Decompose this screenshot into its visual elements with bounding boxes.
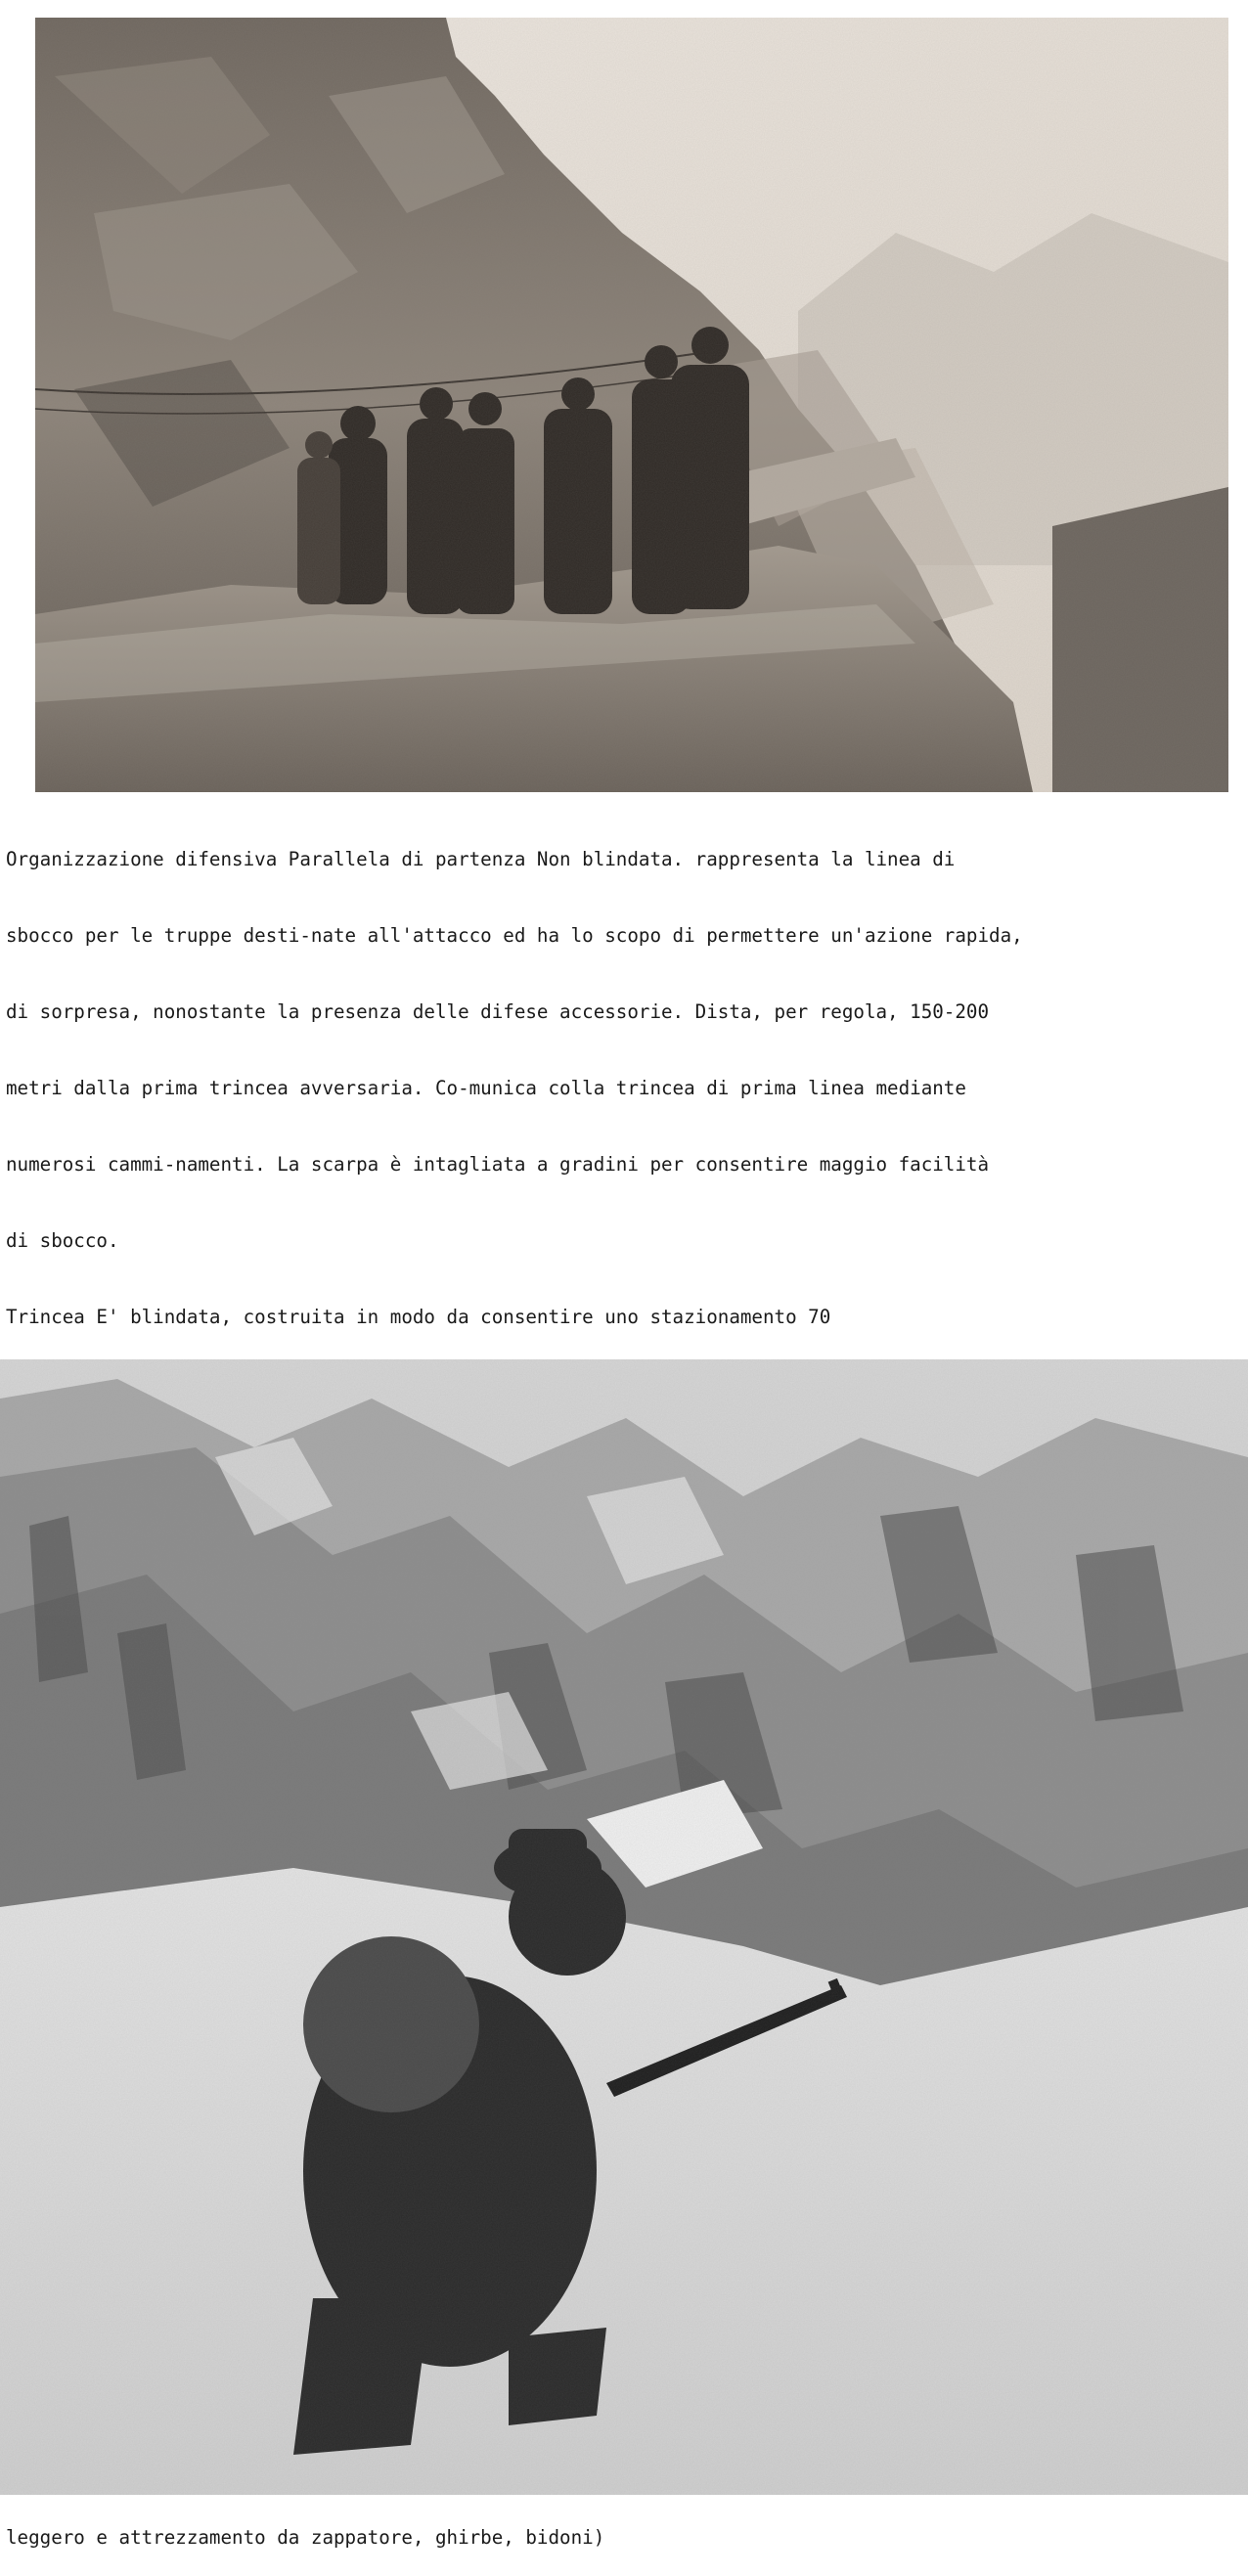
top-photograph — [35, 18, 1228, 792]
soldiers-on-ledge-image — [35, 18, 1228, 792]
soldier-in-snow-image — [0, 1359, 1248, 2495]
text-line: di sorpresa, nonostante la presenza delle difese accessorie. Dista, per regola, 150-200 — [6, 1000, 990, 1023]
text-line: numerosi cammi-namenti. La scarpa è intagliata a gradini per consentire maggio facilità — [6, 1153, 990, 1176]
text-line: leggero e attrezzamento da zappatore, ghirbe, bidoni) — [6, 2526, 605, 2549]
text-line: Trincea E' blindata, costruita in modo da consentire uno stazionamento 70 — [6, 1306, 831, 1328]
text-line: Organizzazione difensiva Parallela di partenza Non blindata. rappresenta la linea di — [6, 848, 956, 870]
text-line: metri dalla prima trincea avversaria. Co-munica colla trincea di prima linea mediante — [6, 1077, 966, 1099]
text-line: sbocco per le truppe desti-nate all'attacco ed ha lo scopo di permettere un'azione rapida, — [6, 924, 1023, 947]
bottom-photograph — [0, 1359, 1248, 2495]
text-line: di sbocco. — [6, 1229, 119, 1252]
